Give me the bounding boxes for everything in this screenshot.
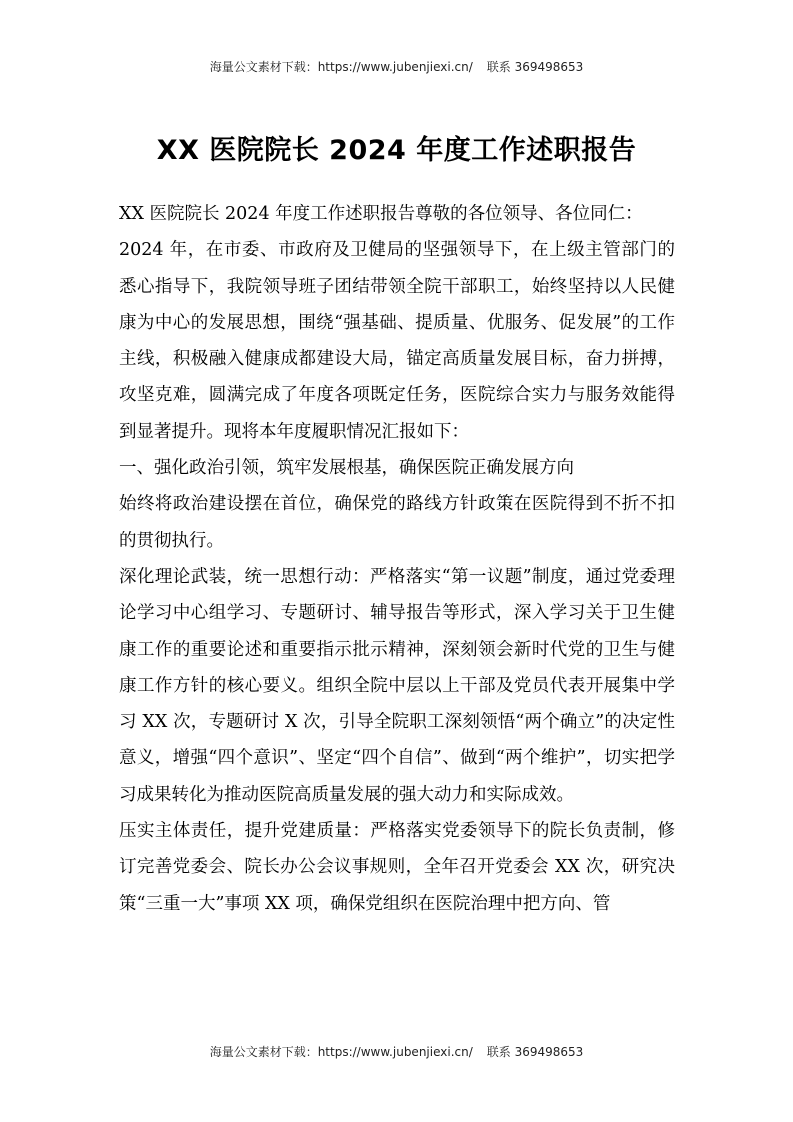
paragraph-party-responsibility: 压实主体责任，提升党建质量：严格落实党委领导下的院长负责制，修订完善党委会、院长办公会议事规则，全年召开党委会 XX 次，研究决策“三重一大”事项 XX 项，确保党组织在医院治理中把方向、管: [119, 821, 675, 914]
page-footer: [0, 1043, 793, 1060]
header-download-text: 海量公文素材下载：https://www.jubenjiexi.cn/: [209, 60, 473, 74]
paragraph-intro: 2024 年，在市委、市政府及卫健局的坚强领导下，在上级主管部门的悉心指导下，我院领导班子团结带领全院干部职工，始终坚持以人民健康为中心的发展思想，围绕“强基础、提质量、优服务、促发展”的工作主线，积极融入健康成都建设大局，锚定高质量发展目标，奋力拼搏，攻坚克难，圆满完成了年度各项既定任务，医院综合实力与服务效能得到显著提升。现将本年度履职情况汇报如下：: [119, 240, 675, 442]
paragraph-theory-study: 深化理论武装，统一思想行动：严格落实“第一议题”制度，通过党委理论学习中心组学习、专题研讨、辅导报告等形式，深入学习关于卫生健康工作的重要论述和重要指示批示精神，深刻领会新时代党的卫生与健康工作方针的核心要义。组织全院中层以上干部及党员代表开展集中学习 XX 次，专题研讨 X 次，引导全院职工深刻领悟“两个确立”的决定性意义，增强“四个意识”、坚定“四个自信”、做到“两个维护”，切实把学习成果转化为推动医院高质量发展的强大动力和实际成效。: [119, 566, 675, 805]
section-heading-1: 一、强化政治引领，筑牢发展根基，确保医院正确发展方向: [119, 458, 574, 479]
document-title: XX 医院院长 2024 年度工作述职报告: [156, 135, 637, 166]
page-header: [0, 58, 793, 75]
footer-download-text: 海量公文素材下载：https://www.jubenjiexi.cn/: [209, 1045, 473, 1059]
document-body: [119, 196, 675, 922]
footer-contact-text: 联系 369498653: [486, 1045, 584, 1059]
paragraph-salutation: XX 医院院长 2024 年度工作述职报告尊敬的各位领导、各位同仁：: [119, 204, 643, 224]
paragraph-section-1-lead: 始终将政治建设摆在首位，确保党的路线方针政策在医院得到不折不扣的贯彻执行。: [119, 494, 675, 551]
header-contact-text: 联系 369498653: [486, 60, 584, 74]
